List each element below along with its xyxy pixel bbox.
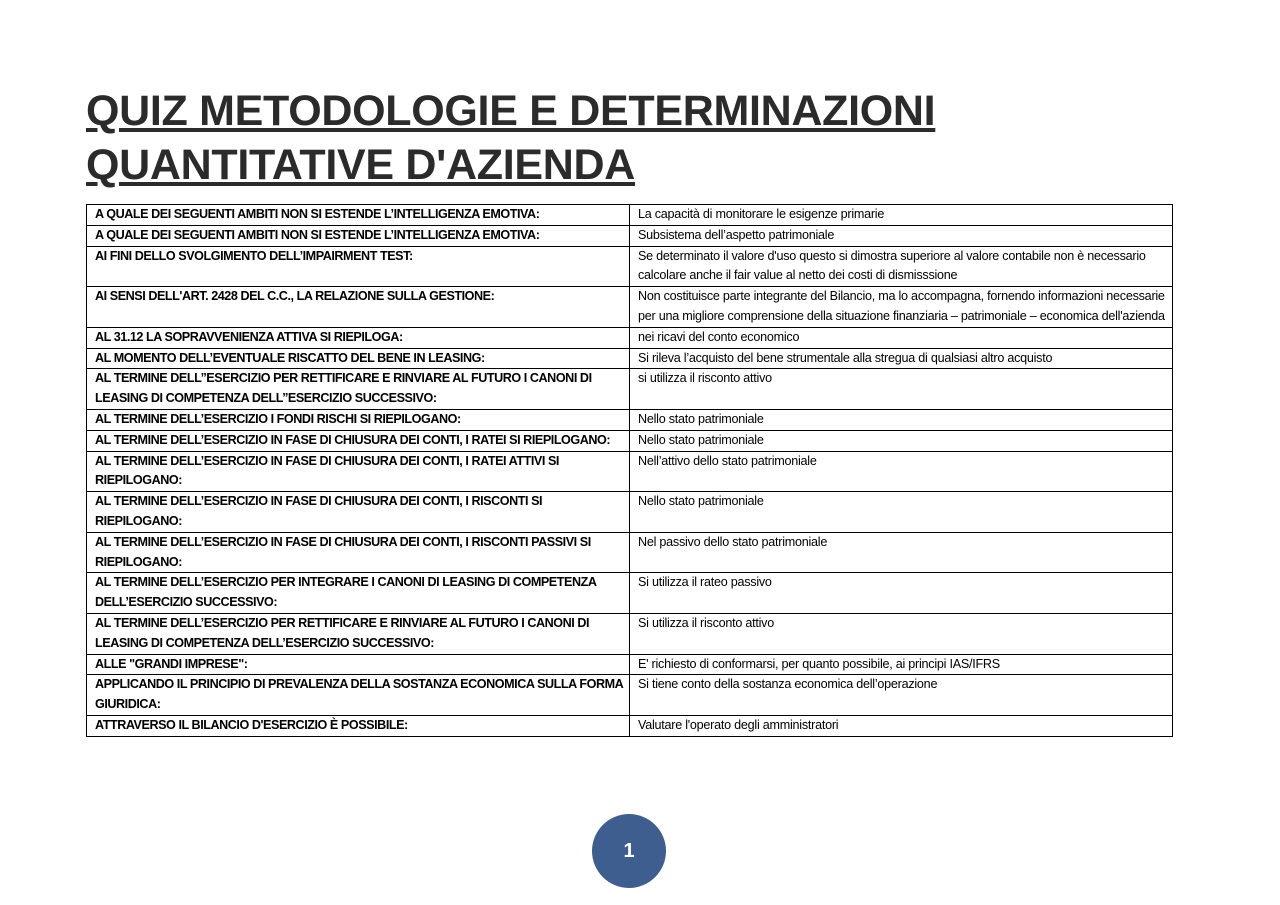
question-cell: A QUALE DEI SEGUENTI AMBITI NON SI ESTENDE L’INTELLIGENZA EMOTIVA: (87, 225, 630, 246)
question-cell: AL TERMINE DELL’ESERCIZIO IN FASE DI CHIUSURA DEI CONTI, I RISCONTI PASSIVI SI RIEPILOGANO: (87, 532, 630, 573)
answer-cell: Non costituisce parte integrante del Bilancio, ma lo accompagna, fornendo informazioni necessarie per una migliore comprensione della situazione finanziaria – patrimoniale – economica dell'azienda (630, 287, 1173, 328)
answer-cell: Subsistema dell’aspetto patrimoniale (630, 225, 1173, 246)
table-row (87, 225, 1173, 246)
page-title (86, 84, 935, 192)
table-row (87, 654, 1173, 675)
table-row (87, 327, 1173, 348)
page-number: 1 (623, 839, 635, 862)
table-row (87, 492, 1173, 533)
answer-cell: Nello stato patrimoniale (630, 430, 1173, 451)
question-cell: AL 31.12 LA SOPRAVVENIENZA ATTIVA SI RIEPILOGA: (87, 327, 630, 348)
answer-cell: Se determinato il valore d'uso questo si dimostra superiore al valore contabile non è necessario calcolare anche il fair value al netto dei costi di dismisssione (630, 246, 1173, 287)
table-row (87, 613, 1173, 654)
answer-cell: Si utilizza il rateo passivo (630, 573, 1173, 614)
question-cell: A QUALE DEI SEGUENTI AMBITI NON SI ESTENDE L’INTELLIGENZA EMOTIVA: (87, 205, 630, 226)
question-cell: AI SENSI DELL'ART. 2428 DEL C.C., LA RELAZIONE SULLA GESTIONE: (87, 287, 630, 328)
table-row (87, 348, 1173, 369)
table-row (87, 451, 1173, 492)
table-row (87, 715, 1173, 736)
answer-cell: Si tiene conto della sostanza economica dell’operazione (630, 675, 1173, 716)
answer-cell: La capacità di monitorare le esigenze primarie (630, 205, 1173, 226)
question-cell: AL TERMINE DELL’ESERCIZIO IN FASE DI CHIUSURA DEI CONTI, I RATEI ATTIVI SI RIEPILOGANO: (87, 451, 630, 492)
question-cell: ATTRAVERSO IL BILANCIO D'ESERCIZIO È POSSIBILE: (87, 715, 630, 736)
answer-cell: nei ricavi del conto economico (630, 327, 1173, 348)
question-cell: ALLE "GRANDI IMPRESE": (87, 654, 630, 675)
answer-cell: si utilizza il risconto attivo (630, 369, 1173, 410)
table-row (87, 369, 1173, 410)
answer-cell: Nel passivo dello stato patrimoniale (630, 532, 1173, 573)
question-cell: AL TERMINE DELL’ESERCIZIO IN FASE DI CHIUSURA DEI CONTI, I RATEI SI RIEPILOGANO: (87, 430, 630, 451)
quiz-table (86, 204, 1173, 737)
answer-cell: Nell’attivo dello stato patrimoniale (630, 451, 1173, 492)
question-cell: APPLICANDO IL PRINCIPIO DI PREVALENZA DELLA SOSTANZA ECONOMICA SULLA FORMA GIURIDICA: (87, 675, 630, 716)
table-row (87, 246, 1173, 287)
table-row (87, 287, 1173, 328)
answer-cell: Si utilizza il risconto attivo (630, 613, 1173, 654)
answer-cell: Valutare l'operato degli amministratori (630, 715, 1173, 736)
question-cell: AL TERMINE DELL’ESERCIZIO IN FASE DI CHIUSURA DEI CONTI, I RISCONTI SI RIEPILOGANO: (87, 492, 630, 533)
table-row (87, 205, 1173, 226)
answer-cell: Nello stato patrimoniale (630, 409, 1173, 430)
table-row (87, 409, 1173, 430)
question-cell: AL TERMINE DELL’ESERCIZIO PER RETTIFICARE E RINVIARE AL FUTURO I CANONI DI LEASING DI COMPETENZA DELL’ESERCIZIO SUCCESSIVO: (87, 613, 630, 654)
answer-cell: Nello stato patrimoniale (630, 492, 1173, 533)
table-row (87, 675, 1173, 716)
page-title-line-2: QUANTITATIVE D'AZIENDA (86, 141, 636, 189)
question-cell: AL TERMINE DELL’ESERCIZIO I FONDI RISCHI SI RIEPILOGANO: (87, 409, 630, 430)
quiz-table-body (87, 205, 1173, 737)
answer-cell: E' richiesto di conformarsi, per quanto possibile, ai principi IAS/IFRS (630, 654, 1173, 675)
table-row (87, 532, 1173, 573)
page-number-badge (592, 814, 666, 888)
question-cell: AL TERMINE DELL’ESERCIZIO PER INTEGRARE I CANONI DI LEASING DI COMPETENZA DELL’ESERCIZIO SUCCESSIVO: (87, 573, 630, 614)
question-cell: AI FINI DELLO SVOLGIMENTO DELL’IMPAIRMENT TEST: (87, 246, 630, 287)
question-cell: AL MOMENTO DELL’EVENTUALE RISCATTO DEL BENE IN LEASING: (87, 348, 630, 369)
answer-cell: Si rileva l’acquisto del bene strumentale alla stregua di qualsiasi altro acquisto (630, 348, 1173, 369)
question-cell: AL TERMINE DELL’’ESERCIZIO PER RETTIFICARE E RINVIARE AL FUTURO I CANONI DI LEASING DI COMPETENZA DELL’’ESERCIZIO SUCCESSIVO: (87, 369, 630, 410)
table-row (87, 573, 1173, 614)
table-row (87, 430, 1173, 451)
page-title-line-1: QUIZ METODOLOGIE E DETERMINAZIONI (86, 87, 936, 135)
